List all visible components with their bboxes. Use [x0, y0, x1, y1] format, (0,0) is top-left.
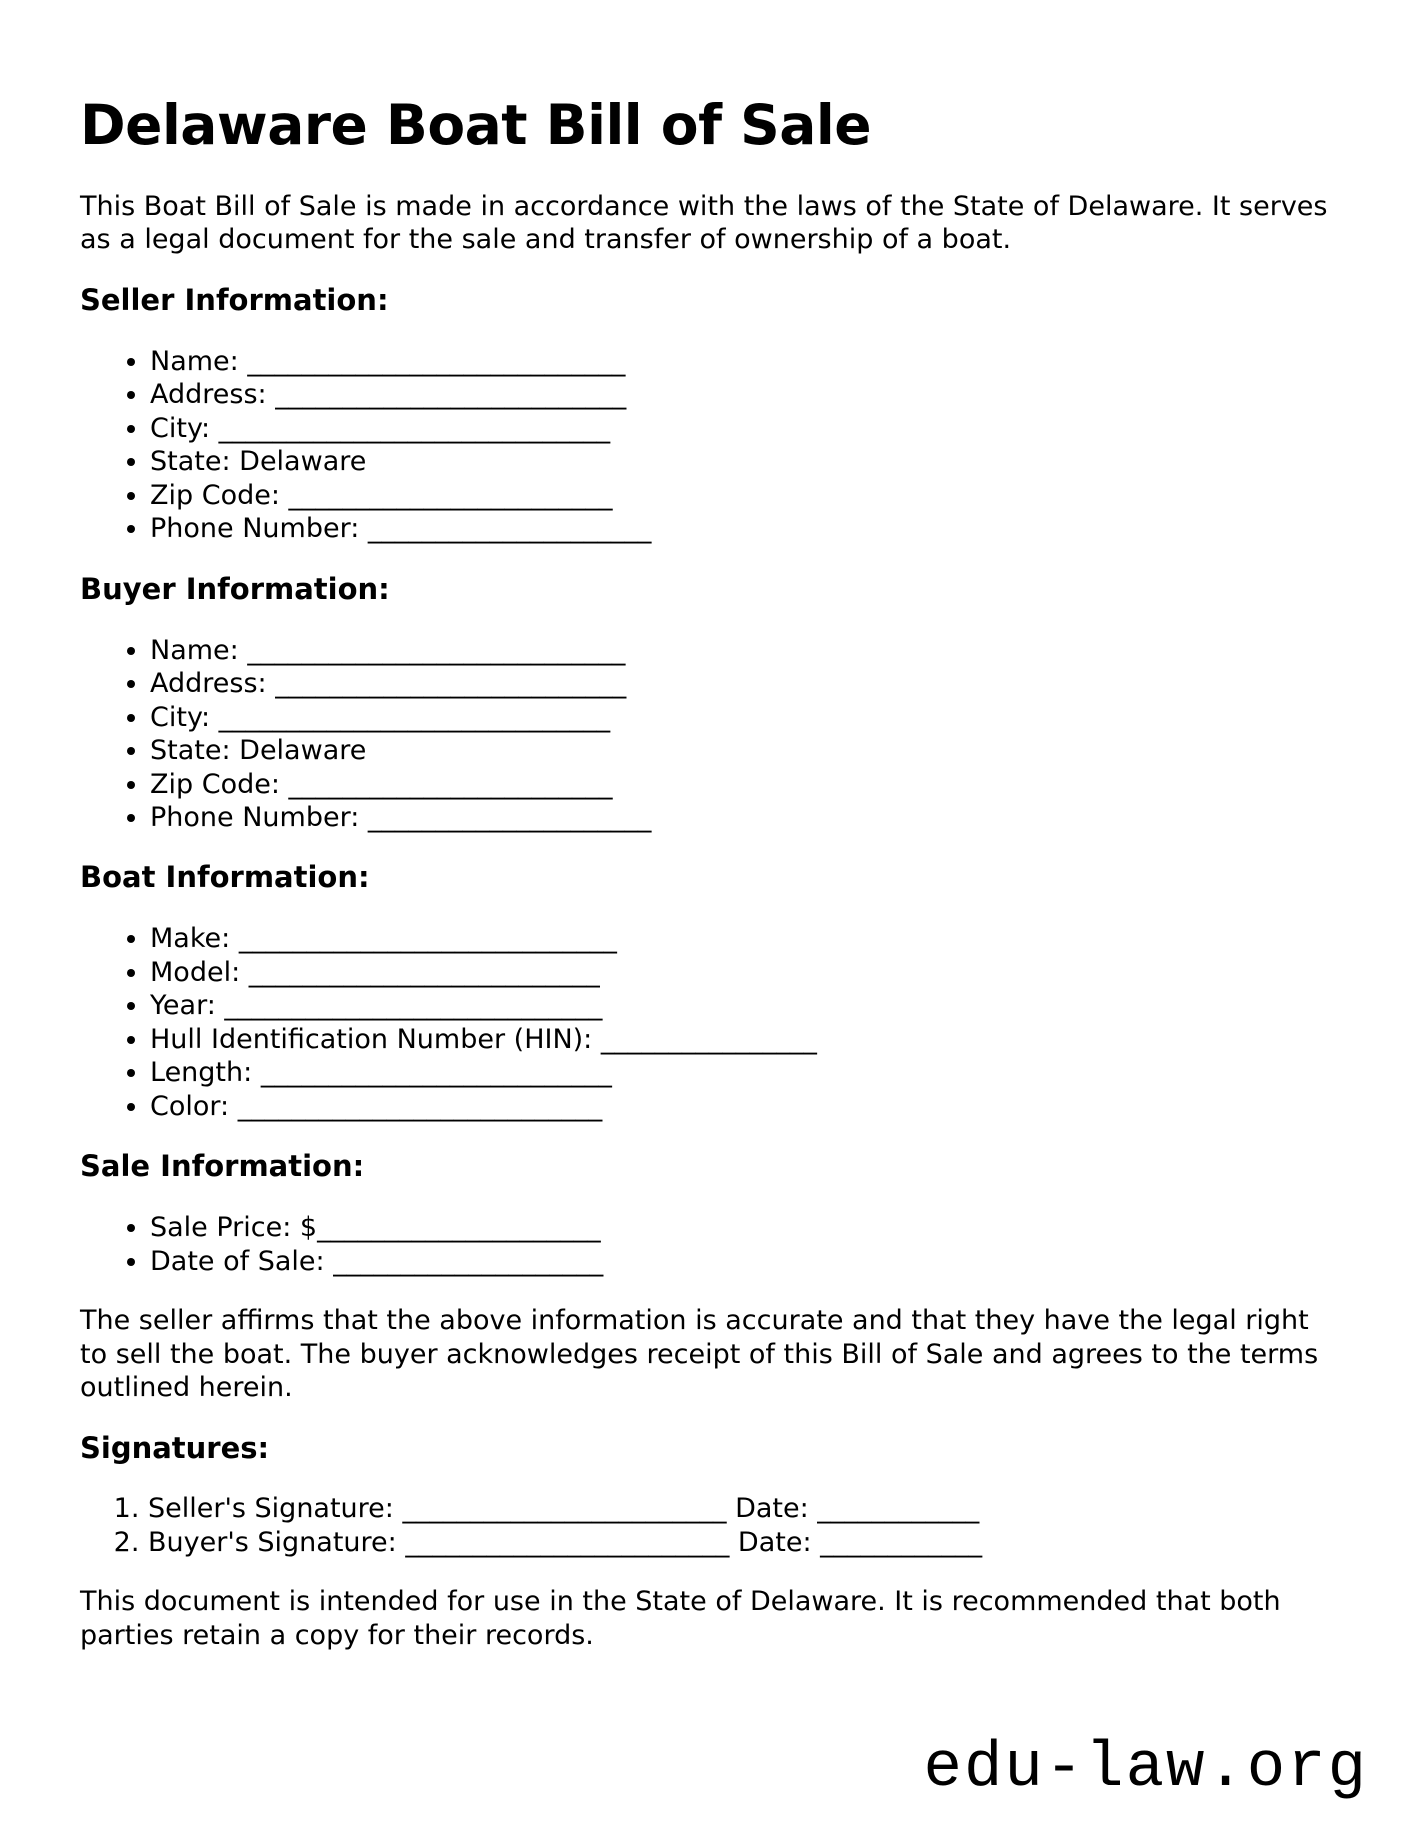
- field-label: Color:: [150, 1090, 238, 1122]
- buyer-city-row: [150, 701, 1336, 734]
- section-heading-sale: Sale Information:: [80, 1149, 365, 1184]
- field-label: Address:: [150, 379, 276, 411]
- field-label: Name:: [150, 345, 248, 377]
- field-label: State:: [150, 446, 240, 478]
- blank-line: __________________________: [248, 956, 600, 988]
- seller-address-row: [150, 378, 1336, 411]
- date-label: Date:: [729, 1526, 821, 1558]
- field-value: Delaware: [239, 446, 367, 478]
- field-label: Model:: [150, 956, 249, 988]
- blank-line: ________________: [600, 1023, 817, 1055]
- blank-line: __________________________: [275, 379, 627, 411]
- seller-phone-row: [150, 512, 1336, 545]
- seller-city-row: [150, 412, 1336, 445]
- date-blank-line: ____________: [817, 1493, 980, 1525]
- blank-line: ____________________________: [247, 634, 626, 666]
- blank-line: ____________________: [333, 1245, 604, 1277]
- sale-date-row: [150, 1245, 1336, 1278]
- boat-year-row: [150, 989, 1336, 1022]
- buyer-signature-row: [148, 1526, 1336, 1559]
- section-heading-buyer: Buyer Information:: [80, 571, 390, 606]
- blank-line: _____________________: [367, 802, 652, 833]
- field-label: Address:: [150, 668, 276, 700]
- blank-line: _____________________: [317, 1212, 601, 1244]
- field-label: Length:: [150, 1057, 261, 1089]
- sale-field-list: [80, 1211, 1336, 1278]
- field-label: Zip Code:: [150, 768, 289, 800]
- affirmation-paragraph: The seller affirms that the above information is accurate and that they have the legal right to sell the boat. The buyer acknowledges receipt of this Bill of Sale and agrees to the terms outlined herein.: [80, 1305, 1319, 1404]
- buyer-field-list: [80, 634, 1336, 835]
- seller-zip-row: [150, 479, 1336, 512]
- boat-field-list: [80, 922, 1336, 1123]
- blank-line: _____________________: [367, 513, 652, 545]
- date-blank-line: ____________: [820, 1526, 983, 1558]
- field-label: Make:: [150, 923, 239, 955]
- boat-hin-row: [150, 1023, 1336, 1056]
- field-label: Seller's Signature:: [148, 1493, 403, 1525]
- seller-name-row: [150, 345, 1336, 378]
- blank-line: _____________________________: [218, 701, 611, 733]
- section-heading-seller: Seller Information:: [80, 282, 389, 317]
- blank-line: __________________________: [275, 668, 627, 700]
- signature-blank-line: ________________________: [402, 1493, 727, 1525]
- field-value: Delaware: [239, 735, 367, 767]
- field-label: Phone Number:: [150, 802, 368, 833]
- signature-blank-line: ________________________: [405, 1526, 730, 1558]
- blank-line: ____________________________: [247, 345, 626, 377]
- section-heading-boat: Boat Information:: [80, 860, 370, 895]
- seller-field-list: [80, 345, 1336, 546]
- blank-line: _____________________________: [218, 412, 611, 444]
- field-label: State:: [150, 735, 240, 767]
- buyer-address-row: [150, 667, 1336, 700]
- boat-length-row: [150, 1056, 1336, 1089]
- blank-line: ________________________: [288, 768, 613, 800]
- blank-line: ___________________________: [237, 1090, 603, 1122]
- date-label: Date:: [726, 1493, 818, 1525]
- field-label: City:: [150, 701, 219, 733]
- boat-color-row: [150, 1090, 1336, 1123]
- seller-state-row: [150, 445, 1336, 478]
- buyer-state-row: [150, 734, 1336, 767]
- closing-paragraph: This document is intended for use in the State of Delaware. It is recommended that both parties retain a copy for their records.: [80, 1586, 1281, 1651]
- blank-line: ____________________________: [238, 923, 617, 955]
- field-label: Phone Number:: [150, 513, 368, 545]
- signature-list: [80, 1492, 1336, 1559]
- boat-model-row: [150, 956, 1336, 989]
- field-label: Zip Code:: [150, 479, 289, 511]
- field-label: Name:: [150, 634, 248, 666]
- blank-line: ________________________: [288, 479, 613, 511]
- field-label: Sale Price: $: [150, 1212, 318, 1244]
- field-label: Date of Sale:: [150, 1245, 334, 1277]
- blank-line: ____________________________: [224, 990, 603, 1022]
- field-label: Buyer's Signature:: [148, 1526, 406, 1558]
- boat-make-row: [150, 922, 1336, 955]
- field-label: City:: [150, 412, 219, 444]
- sale-price-row: [150, 1211, 1336, 1244]
- buyer-name-row: [150, 634, 1336, 667]
- intro-paragraph: This Boat Bill of Sale is made in accordance with the laws of the State of Delaware. It serves as a legal document for the sale and transfer of ownership of a boat.: [80, 191, 1328, 256]
- seller-signature-row: [148, 1492, 1336, 1525]
- buyer-zip-row: [150, 768, 1336, 801]
- blank-line: __________________________: [260, 1057, 612, 1089]
- page-title: Delaware Boat Bill of Sale: [80, 93, 872, 157]
- field-label: Hull Identification Number (HIN):: [150, 1023, 601, 1055]
- site-watermark: edu-law.org: [923, 1733, 1368, 1805]
- buyer-phone-row: [150, 801, 1336, 834]
- section-heading-signatures: Signatures:: [80, 1430, 270, 1465]
- field-label: Year:: [150, 990, 225, 1022]
